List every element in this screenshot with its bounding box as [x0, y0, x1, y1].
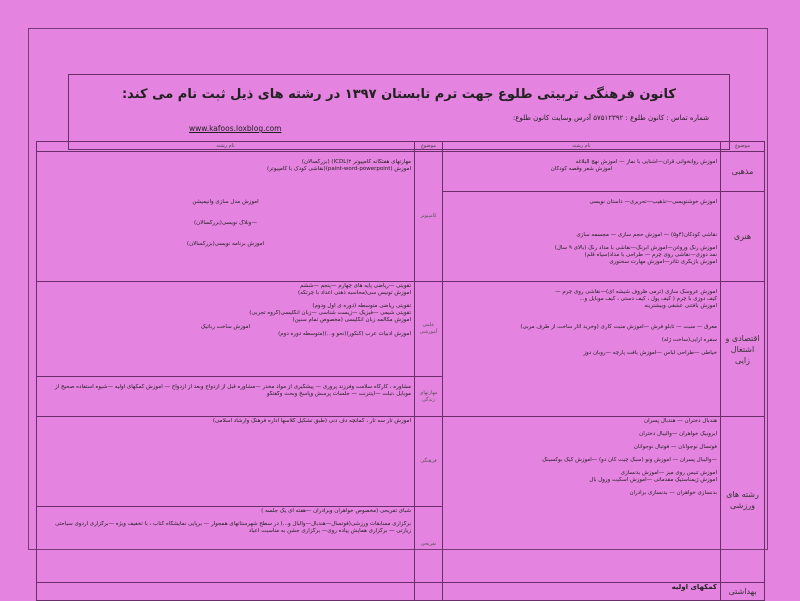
computer-courses	[37, 152, 415, 282]
life-skills-courses	[37, 377, 415, 417]
courses-table	[36, 141, 765, 601]
list-item: آموزش (paint-word-powerpoint)(نقاشی کودک با کامپیوتر)	[266, 166, 411, 172]
health-courses	[443, 583, 721, 601]
economic-courses	[443, 282, 721, 417]
list-item: نمد دوزی—نقاشی روی چرم — طراحی با مداد(سیاه قلم)	[584, 252, 717, 258]
list-item: نقاشی کودکان(۴و۵) — آموزش حجم سازی — مجسمه سازی	[576, 232, 717, 238]
category-economic: اقتصادی و اشتغال زایی	[721, 282, 765, 417]
table-row	[37, 583, 765, 601]
list-item: خیاطی —طراحی لباس —آموزش بافت پارچه —روبان دوز	[583, 350, 717, 356]
list-item: سفره آرایی(ساخت ژله)	[661, 337, 717, 343]
list-item: آموزش ساخت رباتیک	[200, 324, 251, 330]
list-item: آموزش تار سه تار ، کمانچه دف دنی (طبق تشکیل کلاسها اداره فرهنگ وارشاد اسلامی)	[212, 418, 411, 424]
list-item: آموزش مکالمه زبان انگلیسی (مخصوص تمام سنین)	[292, 317, 411, 323]
art-courses	[443, 192, 721, 282]
table-header-row	[37, 142, 765, 152]
list-item: معرق — منبت — تابلو فرش —آموزش منبت کاری (وخرید آثار ساخت از طرف مربی)	[520, 324, 717, 330]
list-item: بدنسازی خواهران — بدنسازی برادران	[629, 490, 717, 496]
religious-courses	[443, 152, 721, 192]
website-link[interactable]: www.kafoos.loxblog.com	[189, 124, 282, 133]
category-art: هنری	[721, 192, 765, 282]
list-item: ایروبیک خواهران —والیبال دختران	[639, 431, 717, 437]
col-header-name: نام رشته	[443, 142, 721, 152]
list-item: آموزش روانخوانی قرآن—آشنایی با نماز — آموزش نهج البلاغه	[575, 159, 717, 165]
list-item: —وبلاگ نویسی(بزرگسالان)	[194, 220, 257, 226]
category-computer: کامپیوتر	[415, 152, 443, 282]
list-item: —والیبال پسران — آموزش ونو (سبک چیت کان دو) —آموزش کیک بوکسینگ	[542, 457, 717, 463]
table-row	[37, 152, 765, 192]
list-item: شبای تفریحی (مخصوص خواهران وبرادران —هفته ای یک جلسه )	[261, 508, 411, 514]
category-scientific: علمی آموزشی	[415, 282, 443, 377]
list-item: آموزش شعر وقصه کودکان	[550, 166, 613, 172]
category-sports: رشته های ورزشی	[721, 417, 765, 583]
col-header-name: نام رشته	[37, 142, 415, 152]
announcement-title: کانون فرهنگی تربیتی طلوع جهت ترم تابستان ۱۳۹۷ در رشته های ذیل ثبت نام می کند:	[121, 87, 676, 102]
scientific-courses	[37, 282, 415, 377]
list-item: تقویتی —ریاضی پایه های چهارم —پنجم —ششم	[300, 283, 411, 289]
category-health: بهداشتی	[721, 583, 765, 601]
col-header-subject: موضوع	[721, 142, 765, 152]
list-item: موبایل ،تبلت —اینترنت — جلسات پرسش وپاسخ وبحث وگفتگو	[266, 391, 411, 397]
category-religious: مذهبی	[721, 152, 765, 192]
empty-cell	[415, 583, 443, 601]
list-item: آموزش برنامه نویسی(بزرگسالان)	[186, 241, 265, 247]
header-banner	[68, 74, 730, 150]
list-item: تقویتی ریاضی متوسطه (دوره ی اول ودوم)	[312, 303, 411, 309]
list-item: کیف دوزی با چرم ( کیف پول ، کیف دستی ، کیف موبایل و...	[579, 296, 717, 302]
list-item: فوتسال نوجوانان — فوتبال نوجوانان	[633, 444, 717, 450]
list-item: آموزش بافتنی عشقی وبیشترینه	[644, 303, 717, 309]
category-cultural: فرهنگی	[415, 417, 443, 507]
document-sheet	[28, 28, 768, 596]
cultural-courses	[37, 417, 415, 507]
list-item: مشاوره ، کارگاه سلامت وفرزند پروری — پیشگیری از مواد مخدر —مشاوره قبل از ازدواج وبعد از ازدواج — آموزش کمکهای اولیه —شیوه استفاده صحیح از	[55, 384, 411, 390]
contact-info: شماره تماس : کانون طلوع : ۵۷۵۱۲۳۹۲ آدرس وسایت کانون طلوع:	[512, 114, 709, 122]
table-row	[37, 417, 765, 507]
list-item: آموزش ژیمناستیک مقدماتی —آموزش اسکیت وزول بال	[589, 477, 717, 483]
list-item: آموزش ادبیات عرب (کنکور)(نحو و...)(متوسطه دوره دوم)	[278, 331, 411, 337]
list-item: برگزاری مسابقات ورزشی(فوتسال—هندبال—والبال و...) در سطح شهرستانهای همجوار — برپایی نمایشگاه کتاب ، با تخفیف ویژه —برگزاری اردوی سیاحتی	[55, 521, 411, 527]
list-item: زیارتی — برگزاری همایش پیاده روی— برگزاری جشن به مناسبت اعیاد	[248, 528, 411, 534]
list-item: آموزش رنگ وروغن—آموزش آبرنگ—نقاشی با مداد رنگ (بالای ۹ سال)	[554, 245, 717, 251]
list-item: آموزش تنیس روی میز —آموزش بدنسازی	[620, 470, 717, 476]
list-item: آموزش مدل سازی وانیمیشن	[192, 199, 259, 205]
sports-courses	[443, 417, 721, 583]
list-item: آموزش خوشنویسی—تذهیب—تحریری— داستان نویسی	[589, 199, 717, 205]
list-item: مهارتهای هفتگانه کامپیوتر ۲(ICDL) (بزرگسالان)	[301, 159, 411, 165]
category-life-skills: مهارتهای زندگی	[415, 377, 443, 417]
list-item: هندبال دختران — هندبال پسران	[644, 418, 717, 424]
list-item: کمکهای اولیه	[671, 584, 717, 591]
table-row	[37, 282, 765, 377]
list-item: آموزش عروسک سازی (ترمی ظروف شیشه ای)—نقاشی روی چرم —	[555, 289, 717, 295]
list-item: آموزش تونیس سی(محاسبه ذهنی اعداد با چرتکه)	[297, 290, 411, 296]
col-header-subject: موضوع	[415, 142, 443, 152]
recreational-courses	[37, 507, 415, 583]
empty-cell	[37, 583, 415, 601]
category-recreational: تفریحی	[415, 507, 443, 583]
list-item: تقویتی شیمی —فیزیک —زیست شناسی —زبان انگلیسی(گروه تجربی)	[249, 310, 411, 316]
list-item: آموزش بازیگری تئاتر—آموزش مهارت سخنوری	[609, 259, 717, 265]
